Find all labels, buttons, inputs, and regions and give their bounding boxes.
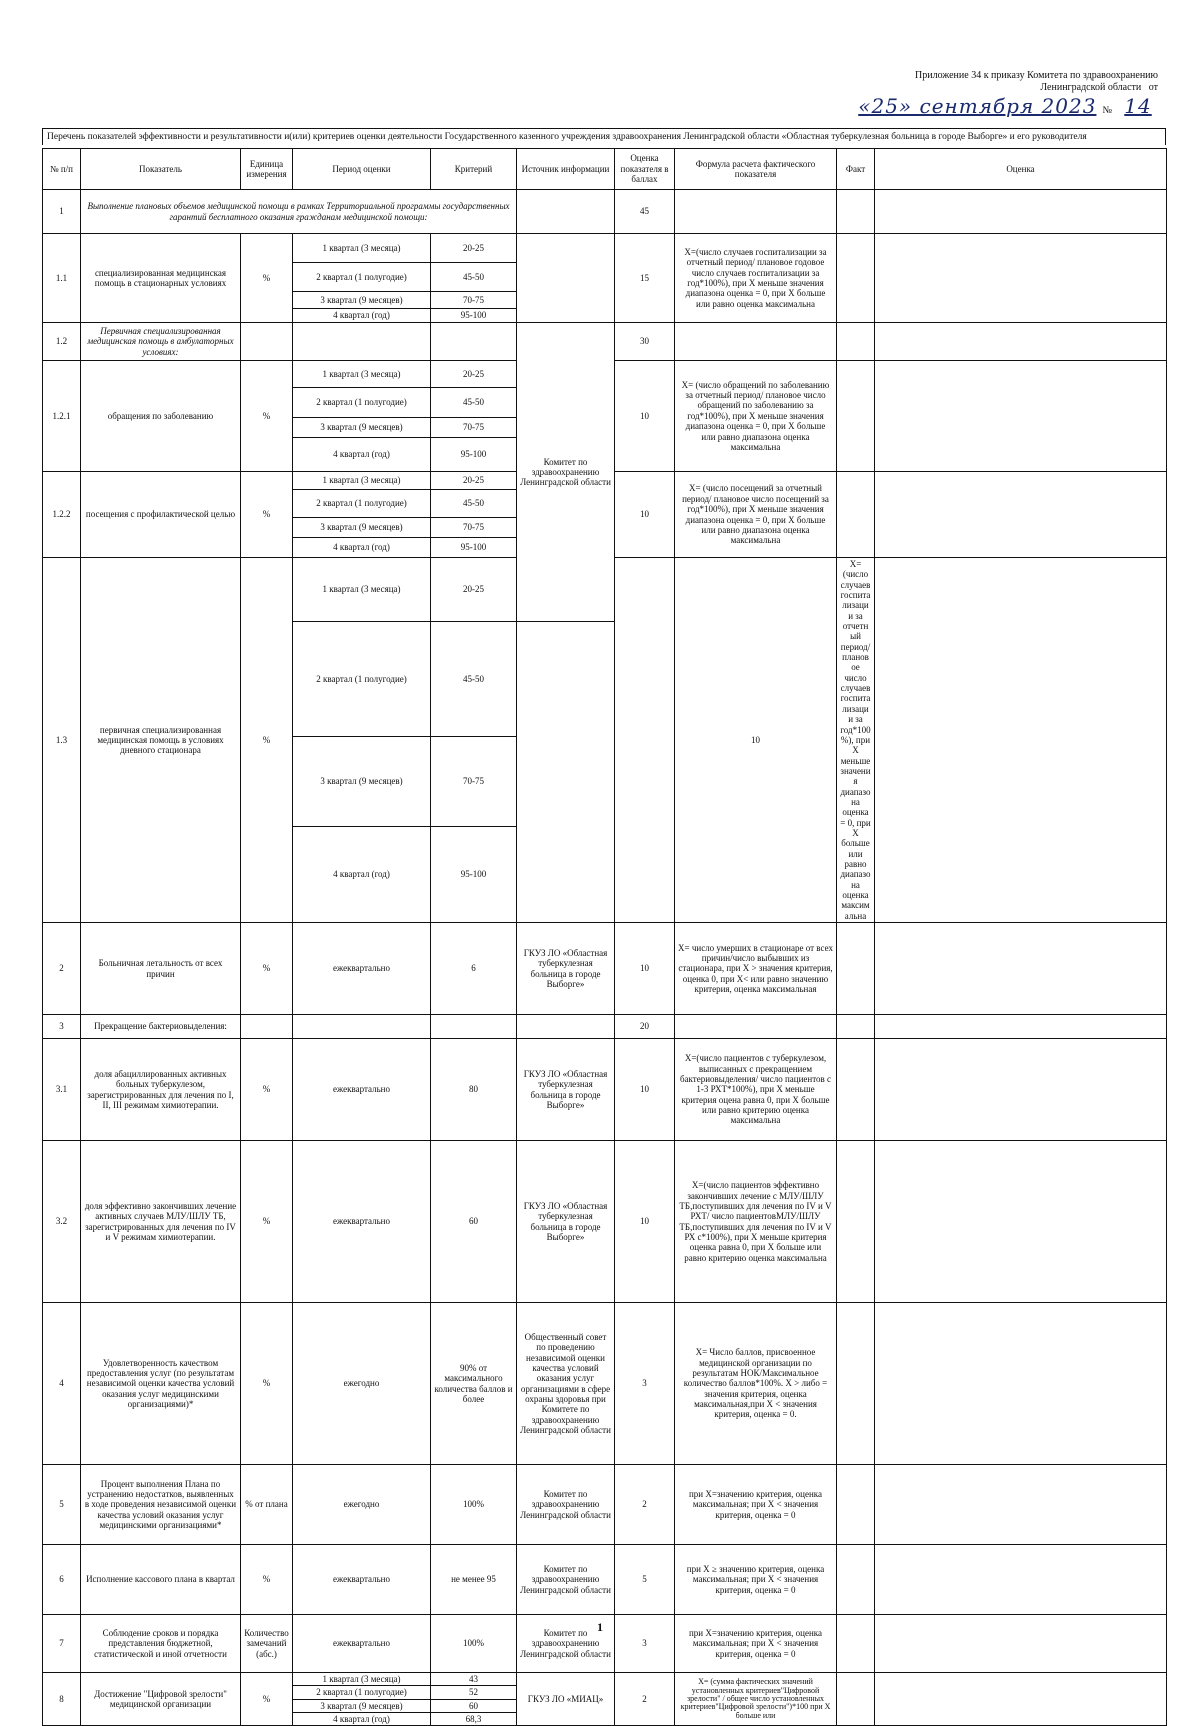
period-cell: ежеквартально (293, 1545, 431, 1615)
row-unit: % (241, 923, 293, 1015)
col-header-score: Оценка показателя в баллах (615, 149, 675, 190)
row-unit: % (241, 1673, 293, 1726)
col-header-fact: Факт (837, 149, 875, 190)
row-evaluation (875, 1303, 1167, 1465)
row-source (517, 1015, 615, 1039)
row-fact (837, 1303, 875, 1465)
handwritten-date: «25» сентября 2023 (858, 94, 1097, 118)
row-unit: % (241, 472, 293, 558)
row-evaluation (875, 190, 1167, 234)
indicators-table (42, 148, 1167, 1726)
row-fact (837, 234, 875, 323)
criterion-cell: 20-25 (431, 234, 517, 263)
row-unit (241, 1015, 293, 1039)
period-cell: 1 квартал (3 месяца) (293, 1673, 431, 1686)
criterion-cell: 95-100 (431, 309, 517, 323)
table-row (43, 1039, 1167, 1141)
row-score: 2 (615, 1673, 675, 1726)
row-source: Комитет по здравоохранению Ленинградской области (517, 1465, 615, 1545)
row-score: 10 (675, 558, 837, 923)
period-cell: ежеквартально (293, 1615, 431, 1673)
row-indicator: Достижение "Цифровой зрелости" медицинской организации (81, 1673, 241, 1726)
row-indicator: Процент выполнения Плана по устранению недостатков, выявленных в ходе проведения независимой оценки качества условий оказания услуг медицинскими организациями* (81, 1465, 241, 1545)
row-evaluation (875, 361, 1167, 472)
row-source (615, 558, 675, 923)
criterion-cell: 45-50 (431, 388, 517, 418)
criterion-cell: 52 (431, 1686, 517, 1699)
criterion-cell: 80 (431, 1039, 517, 1141)
row-unit: % (241, 1141, 293, 1303)
table-row (43, 923, 1167, 1015)
appendix-header (858, 70, 1158, 118)
row-source: ГКУЗ ЛО «Областная туберкулезная больница в городе Выборге» (517, 1141, 615, 1303)
table-row (43, 323, 1167, 361)
row-source: Комитет по здравоохранению Ленинградской области (517, 1545, 615, 1615)
period-cell (293, 323, 431, 361)
table-row (43, 1545, 1167, 1615)
period-cell: 1 квартал (3 месяца) (293, 558, 431, 622)
row-evaluation (875, 1545, 1167, 1615)
criterion-cell: 68,3 (431, 1713, 517, 1726)
row-evaluation (875, 472, 1167, 558)
row-score: 3 (615, 1303, 675, 1465)
criterion-cell: 90% от максимального количества баллов и более (431, 1303, 517, 1465)
row-fact (837, 923, 875, 1015)
period-cell: 3 квартал (9 месяцев) (293, 1699, 431, 1712)
col-header-evaluation: Оценка (875, 149, 1167, 190)
row-formula: при Х=значению критерия, оценка максимальная; при Х < значения критерия, оценка = 0 (675, 1465, 837, 1545)
period-cell: 4 квартал (год) (293, 309, 431, 323)
row-score: 10 (615, 472, 675, 558)
row-score: 10 (615, 1039, 675, 1141)
row-num: 3 (43, 1015, 81, 1039)
row-formula: Х= (число обращений по заболеванию за отчетный период/ плановое число обращений по заболеванию за год*100%), при Х меньше значения диапазона оценка = 0, при Х больше или равно диапазона оценка максимальна (675, 361, 837, 472)
criterion-cell: 60 (431, 1699, 517, 1712)
date-number-line (858, 94, 1158, 118)
row-num: 3.1 (43, 1039, 81, 1141)
row-fact (837, 1141, 875, 1303)
row-evaluation (875, 234, 1167, 323)
row-indicator: Прекращение бактериовыделения: (81, 1015, 241, 1039)
criterion-cell: 95-100 (431, 826, 517, 922)
period-cell: 2 квартал (1 полугодие) (293, 263, 431, 292)
document-title: Перечень показателей эффективности и результативности и(или) критериев оценки деятельности Государственного казенного учреждения здравоохранения Ленинградской области «Областная туберкулезная больница в городе Выборге» и его руководителя (42, 128, 1166, 145)
period-cell: 4 квартал (год) (293, 1713, 431, 1726)
criterion-cell: 45-50 (431, 622, 517, 737)
row-indicator: Исполнение кассового плана в квартал (81, 1545, 241, 1615)
criterion-cell: 70-75 (431, 292, 517, 309)
col-header-num: № п/п (43, 149, 81, 190)
row-score: 20 (615, 1015, 675, 1039)
row-formula (675, 1015, 837, 1039)
row-score: 30 (615, 323, 675, 361)
appendix-line-2 (858, 82, 1158, 94)
period-cell: 1 квартал (3 месяца) (293, 472, 431, 490)
criterion-cell: 70-75 (431, 518, 517, 538)
period-cell: 2 квартал (1 полугодие) (293, 622, 431, 737)
row-num: 5 (43, 1465, 81, 1545)
row-num: 1.2.1 (43, 361, 81, 472)
row-indicator: специализированная медицинская помощь в стационарных условиях (81, 234, 241, 323)
col-header-period: Период оценки (293, 149, 431, 190)
criterion-cell (431, 323, 517, 361)
period-cell: 4 квартал (год) (293, 826, 431, 922)
criterion-cell: 45-50 (431, 263, 517, 292)
criterion-cell: 95-100 (431, 538, 517, 558)
row-num: 2 (43, 923, 81, 1015)
criterion-cell: 95-100 (431, 438, 517, 472)
row-num: 7 (43, 1615, 81, 1673)
criterion-cell: 43 (431, 1673, 517, 1686)
period-cell: 3 квартал (9 месяцев) (293, 418, 431, 438)
row-formula (675, 323, 837, 361)
row-fact (837, 1465, 875, 1545)
table-row (43, 234, 1167, 263)
row-fact (837, 190, 875, 234)
row-formula: Х= (число посещений за отчетный период/ плановое число посещений за год*100%), при Х меньше значения диапазона оценка = 0, при Х больше или равно диапазона оценка максимальна (675, 472, 837, 558)
row-source: Комитет по здравоохранению Ленинградской области (517, 323, 615, 622)
col-header-criterion: Критерий (431, 149, 517, 190)
table-row (43, 190, 1167, 234)
row-indicator: Больничная летальность от всех причин (81, 923, 241, 1015)
row-source: ГКУЗ ЛО «Областная туберкулезная больница в городе Выборге» (517, 923, 615, 1015)
row-source: ГКУЗ ЛО «Областная туберкулезная больница в городе Выборге» (517, 1039, 615, 1141)
row-evaluation (875, 923, 1167, 1015)
row-num: 1.2.2 (43, 472, 81, 558)
table-row (43, 1673, 1167, 1686)
criterion-cell: не менее 95 (431, 1545, 517, 1615)
row-num: 1.3 (43, 558, 81, 923)
criterion-cell: 6 (431, 923, 517, 1015)
row-formula: Х= (сумма фактических значений установленных критериев"Цифровой зрелости" / общее число установленных критериев"Цифровой зрелости")*100 при Х больше или (675, 1673, 837, 1726)
row-formula: Х= Число баллов, присвоенное медицинской организации по результатам НОК/Максимальное количество баллов*100%. Х > либо = значения критерия, оценка максимальная,при Х < значения критерия, оценка = 0. (675, 1303, 837, 1465)
period-cell: ежеквартально (293, 1039, 431, 1141)
table-row (43, 1015, 1167, 1039)
row-source (517, 190, 615, 234)
row-indicator: Удовлетворенность качеством предоставления услуг (по результатам независимой оценки качества условий оказания услуг медицинскими организациями)* (81, 1303, 241, 1465)
col-header-formula: Формула расчета фактического показателя (675, 149, 837, 190)
row-unit: % (241, 361, 293, 472)
row-fact (837, 1545, 875, 1615)
row-indicator: доля абациллированных активных больных туберкулезом, зарегистрированных для лечения по I, II, III режимам химиотерапии. (81, 1039, 241, 1141)
row-formula (675, 190, 837, 234)
row-source: Комитет по здравоохранению Ленинградской области (517, 1615, 615, 1673)
row-score: 10 (615, 923, 675, 1015)
row-num: 3.2 (43, 1141, 81, 1303)
row-score: 3 (615, 1615, 675, 1673)
row-unit: Количество замечаний (абс.) (241, 1615, 293, 1673)
row-formula: Х=(число случаев госпитализации за отчетный период/ плановое годовое число случаев госпитализации за год*100%), при Х меньше значения диапазона оценка = 0, при Х больше или равно оценка максимальна (675, 234, 837, 323)
row-unit: % от плана (241, 1465, 293, 1545)
row-formula: Х= число умерших в стационаре от всех причин/число выбывших из стационара, при Х > значения критерия, оценка 0, при Х< или равно значению критерия, оценка максимальная (675, 923, 837, 1015)
criterion-cell: 20-25 (431, 558, 517, 622)
row-fact (837, 1015, 875, 1039)
row-unit: % (241, 1303, 293, 1465)
col-header-source: Источник информации (517, 149, 615, 190)
table-row (43, 1141, 1167, 1303)
period-cell: 4 квартал (год) (293, 438, 431, 472)
row-score: 5 (615, 1545, 675, 1615)
period-cell: 3 квартал (9 месяцев) (293, 737, 431, 827)
criterion-cell: 20-25 (431, 472, 517, 490)
row-fact (837, 361, 875, 472)
row-evaluation (875, 1465, 1167, 1545)
table-header-row (43, 149, 1167, 190)
row-num: 6 (43, 1545, 81, 1615)
period-cell: 1 квартал (3 месяца) (293, 361, 431, 388)
row-fact (837, 323, 875, 361)
row-unit (241, 323, 293, 361)
page-number: 1 (597, 1620, 603, 1634)
row-unit: % (241, 558, 293, 923)
criterion-cell: 70-75 (431, 737, 517, 827)
row-fact (837, 1673, 875, 1726)
row-evaluation (875, 1141, 1167, 1303)
period-cell (293, 1015, 431, 1039)
period-cell: 3 квартал (9 месяцев) (293, 292, 431, 309)
row-indicator: Соблюдение сроков и порядка представления бюджетной, статистической и иной отчетности (81, 1615, 241, 1673)
period-cell: ежеквартально (293, 1141, 431, 1303)
row-formula: Х=(число пациентов с туберкулезом, выписанных с прекращением бактериовыделения/ число пациентов с 1-3 РХТ*100%), при Х меньше критерия оцена равна 0, при Х больше или равно критерию оценка максимальна (675, 1039, 837, 1141)
period-cell: ежегодно (293, 1465, 431, 1545)
row-formula: Х=(число пациентов эффективно закончивших лечение с МЛУ/ШЛУ ТБ,поступивших для лечения по IV и V РХТ/ число пациентовМЛУ/ШЛУ ТБ,поступивших для лечения по IV и V РХ с*100%), при Х меньше критерия оценка равна 0, при Х больше или равно критерию оценка максимальна (675, 1141, 837, 1303)
row-score: 2 (615, 1465, 675, 1545)
row-formula: при Х ≥ значению критерия, оценка максимальная; при Х < значения критерия, оценка = 0 (675, 1545, 837, 1615)
row-indicator: Выполнение плановых объемов медицинской помощи в рамках Территориальной программы государственных гарантий бесплатного оказания гражданам медицинской помощи: (81, 190, 517, 234)
from-label: от (1148, 82, 1158, 93)
row-source: Общественный совет по проведению независимой оценки качества условий оказания услуг организациями в сфере охраны здоровья при Комитете по здравоохранению Ленинградской области (517, 1303, 615, 1465)
row-fact (837, 472, 875, 558)
row-num: 1 (43, 190, 81, 234)
appendix-region: Ленинградской области (1040, 82, 1142, 93)
period-cell: 2 квартал (1 полугодие) (293, 388, 431, 418)
row-indicator: первичная специализированная медицинская помощь в условиях дневного стационара (81, 558, 241, 923)
table-row (43, 1465, 1167, 1545)
criterion-cell (431, 1015, 517, 1039)
table-row (43, 1303, 1167, 1465)
row-indicator: обращения по заболеванию (81, 361, 241, 472)
row-score: 10 (615, 1141, 675, 1303)
col-header-indicator: Показатель (81, 149, 241, 190)
period-cell: 2 квартал (1 полугодие) (293, 1686, 431, 1699)
row-fact (837, 1039, 875, 1141)
row-score: 10 (615, 361, 675, 472)
row-unit: % (241, 1039, 293, 1141)
row-num: 4 (43, 1303, 81, 1465)
criterion-cell: 100% (431, 1615, 517, 1673)
criterion-cell: 100% (431, 1465, 517, 1545)
row-score: 45 (615, 190, 675, 234)
row-num: 1.2 (43, 323, 81, 361)
period-cell: 4 квартал (год) (293, 538, 431, 558)
row-evaluation (875, 1015, 1167, 1039)
criterion-cell: 70-75 (431, 418, 517, 438)
row-score: 15 (615, 234, 675, 323)
criterion-cell: 60 (431, 1141, 517, 1303)
number-label: № (1102, 105, 1112, 116)
row-evaluation (875, 323, 1167, 361)
row-num: 8 (43, 1673, 81, 1726)
row-num: 1.1 (43, 234, 81, 323)
row-unit: % (241, 234, 293, 323)
row-evaluation (875, 1673, 1167, 1726)
handwritten-number: 14 (1124, 94, 1152, 118)
period-cell: 3 квартал (9 месяцев) (293, 518, 431, 538)
row-formula: при Х=значению критерия, оценка максимальная; при Х < значения критерия, оценка = 0 (675, 1615, 837, 1673)
appendix-line-1: Приложение 34 к приказу Комитета по здравоохранению (915, 70, 1158, 81)
row-indicator: доля эффективно закончивших лечение активных случаев МЛУ/ШЛУ ТБ, зарегистрированных для лечения по IV и V режимам химиотерапии. (81, 1141, 241, 1303)
row-unit: % (241, 1545, 293, 1615)
criterion-cell: 20-25 (431, 361, 517, 388)
row-fact (875, 558, 1167, 923)
period-cell: 1 квартал (3 месяца) (293, 234, 431, 263)
criterion-cell: 45-50 (431, 490, 517, 518)
period-cell: ежеквартально (293, 923, 431, 1015)
row-source (517, 234, 615, 323)
row-indicator: посещения с профилактической целью (81, 472, 241, 558)
period-cell: ежегодно (293, 1303, 431, 1465)
col-header-unit: Единица измерения (241, 149, 293, 190)
row-formula: Х= (число случаев госпитализации за отчетный период/ плановое число случаев госпитализации за год*100%), при Х меньше значения диапазона оценка = 0, при Х больше или равно диапазона оценка максимальна (837, 558, 875, 923)
period-cell: 2 квартал (1 полугодие) (293, 490, 431, 518)
row-indicator: Первичная специализированная медицинская помощь в амбулаторных условиях: (81, 323, 241, 361)
row-evaluation (875, 1039, 1167, 1141)
row-source: ГКУЗ ЛО «МИАЦ» (517, 1673, 615, 1726)
